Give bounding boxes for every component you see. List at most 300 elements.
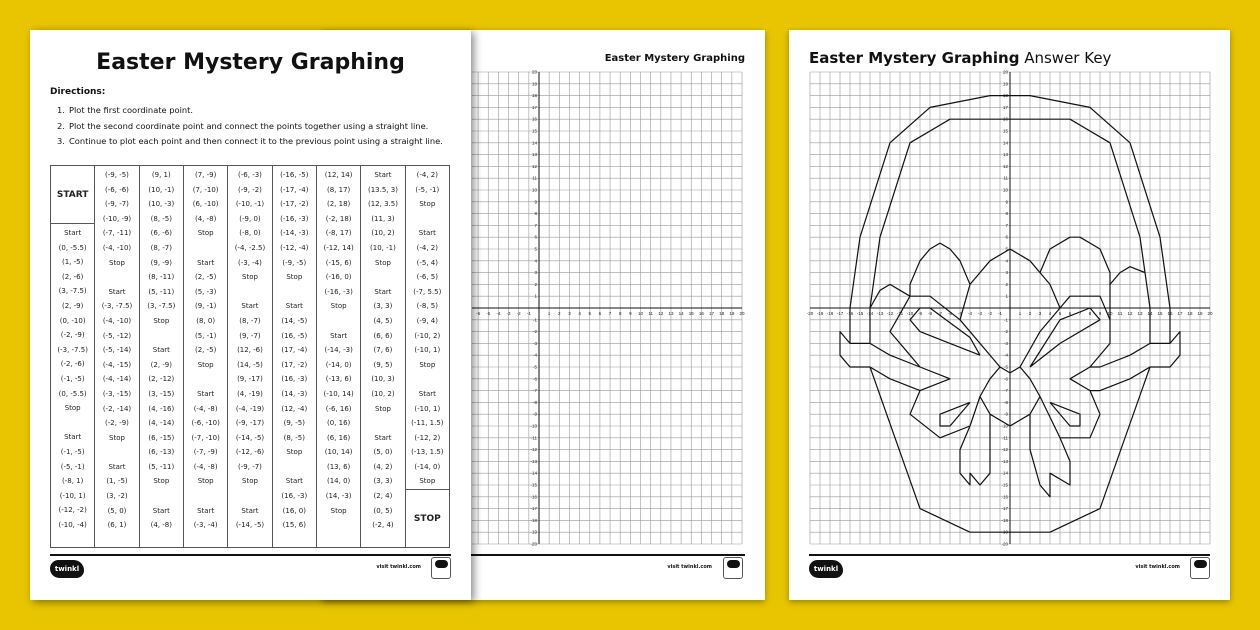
coordinate: (3, 3): [373, 477, 393, 486]
svg-text:-8: -8: [1003, 399, 1008, 405]
coordinate: (12, 14): [324, 171, 353, 179]
coordinate: (4, 5): [373, 316, 393, 325]
coordinate: (-7, -9): [193, 448, 218, 457]
coordinate: (-4, -10): [102, 316, 132, 325]
coordinate: (6, -15): [148, 433, 175, 442]
coord-column-8: [361, 166, 405, 548]
svg-text:-10: -10: [530, 423, 537, 429]
stop-marker: Stop: [197, 360, 214, 369]
coordinate: (10, 3): [371, 375, 395, 384]
coordinate: (-9, -17): [235, 419, 265, 428]
stop-footer: STOP: [405, 489, 450, 547]
answer-key-page: [789, 30, 1230, 600]
svg-text:4: 4: [578, 311, 581, 316]
svg-text:6: 6: [534, 234, 537, 240]
coordinate: (16, -3): [281, 375, 308, 384]
coordinate: (2, -6): [61, 272, 84, 281]
svg-text:-14: -14: [866, 311, 874, 316]
svg-text:-17: -17: [1001, 506, 1008, 512]
start-marker: Start: [108, 287, 126, 296]
svg-text:4: 4: [1005, 258, 1008, 264]
coordinate: (-10, 14): [323, 389, 354, 398]
start-marker: Start: [418, 229, 436, 238]
svg-text:12: 12: [1127, 311, 1133, 316]
coordinate: (14, -3): [325, 492, 352, 501]
coord-column-3: [139, 166, 183, 548]
svg-text:-3: -3: [506, 311, 511, 316]
svg-text:19: 19: [729, 311, 735, 316]
svg-text:-13: -13: [530, 458, 537, 464]
coordinate: (-4, 2): [416, 171, 438, 179]
coordinate: (3, -15): [148, 389, 175, 398]
svg-text:-19: -19: [1001, 529, 1008, 535]
start-header: START: [50, 166, 95, 224]
coordinate: (2, -9): [61, 301, 84, 310]
svg-text:-17: -17: [836, 311, 844, 316]
coordinate: (3, -7.5): [58, 287, 87, 296]
svg-text:18: 18: [1002, 93, 1008, 99]
svg-text:20: 20: [1002, 69, 1008, 75]
svg-text:7: 7: [1005, 222, 1008, 228]
coordinate: (1, -5): [106, 477, 128, 486]
coordinate: [51, 416, 94, 431]
coordinate: (6, -10): [192, 200, 219, 209]
coordinate: (-9, -7): [238, 462, 262, 471]
start-marker: Start: [108, 462, 126, 471]
coordinate: (7, -10): [192, 185, 219, 194]
coordinate: (-7, 5.5): [413, 287, 442, 296]
coordinate: (16, -3): [281, 492, 308, 501]
svg-text:-4: -4: [967, 311, 973, 316]
coordinate: (5, 0): [107, 506, 127, 515]
svg-text:-14: -14: [1001, 470, 1008, 476]
coordinate: (-10, -4): [58, 520, 87, 529]
coordinate: (0, 16): [326, 419, 351, 428]
coordinate: (4, -16): [148, 404, 175, 413]
coordinate: [228, 489, 271, 504]
svg-text:2: 2: [1028, 311, 1032, 316]
svg-text:20: 20: [531, 69, 537, 75]
svg-text:-6: -6: [947, 311, 953, 316]
coordinate: (10, -1): [370, 243, 396, 252]
stop-marker: Stop: [419, 200, 436, 209]
coordinate: (14, -5): [281, 316, 308, 325]
svg-text:-4: -4: [1003, 352, 1008, 358]
svg-text:-8: -8: [927, 311, 933, 316]
svg-text:9: 9: [629, 311, 632, 316]
coordinate: (-16, -3): [280, 214, 309, 223]
svg-text:-14: -14: [530, 470, 537, 476]
svg-text:-7: -7: [1003, 388, 1008, 394]
coordinate: (-10, 1): [414, 404, 441, 413]
svg-text:13: 13: [668, 311, 674, 316]
coordinate: (9, -7): [239, 331, 261, 340]
svg-text:-6: -6: [476, 311, 481, 316]
svg-text:-20: -20: [530, 541, 537, 547]
svg-text:13: 13: [1137, 311, 1143, 316]
svg-text:7: 7: [608, 311, 612, 316]
coordinate: (-4, -8): [193, 404, 218, 413]
svg-text:14: 14: [1002, 140, 1008, 146]
coordinate: [317, 314, 360, 329]
coordinate: (-2, -14): [102, 404, 132, 413]
coordinate: (-2, -9): [60, 331, 85, 340]
coordinate: (-6, -6): [105, 185, 129, 194]
coordinate: (-15, 6): [325, 258, 352, 267]
twinkl-logo[interactable]: twinkl: [50, 560, 84, 578]
svg-text:-11: -11: [1001, 435, 1008, 441]
coordinate: (2, -9): [150, 360, 172, 369]
svg-text:-19: -19: [530, 529, 537, 535]
svg-text:9: 9: [534, 199, 537, 205]
svg-text:-12: -12: [1001, 447, 1008, 453]
start-marker: Start: [285, 477, 303, 486]
coordinate: (10, 2): [371, 389, 395, 398]
coordinate: (2, -12): [148, 375, 175, 384]
coordinate: (13.5, 3): [367, 185, 398, 194]
coordinate: [361, 270, 404, 285]
svg-text:11: 11: [532, 175, 537, 181]
svg-text:-3: -3: [532, 340, 537, 346]
coordinate: [361, 416, 404, 431]
coordinate: (6, -6): [150, 229, 172, 238]
coord-column-2: [95, 166, 139, 548]
svg-text:1: 1: [547, 311, 551, 316]
svg-text:3: 3: [534, 270, 537, 276]
coordinate: [228, 285, 271, 300]
svg-text:9: 9: [1005, 199, 1008, 205]
coordinate: (-7, -11): [102, 229, 132, 238]
coordinate: (-4, -14): [102, 375, 132, 384]
coordinate: (-3, -7.5): [101, 302, 133, 311]
svg-text:7: 7: [1078, 311, 1082, 316]
stop-marker: Stop: [153, 316, 170, 325]
svg-text:12: 12: [658, 311, 664, 316]
coordinate: (-2, 18): [325, 214, 352, 223]
svg-text:15: 15: [531, 128, 537, 134]
svg-text:1: 1: [1005, 293, 1008, 299]
start-marker: Start: [197, 506, 215, 515]
svg-text:-5: -5: [1003, 364, 1008, 370]
coordinate: (5, 0): [373, 448, 393, 457]
svg-text:8: 8: [618, 311, 622, 316]
svg-text:5: 5: [534, 246, 537, 252]
coordinate: (12, -6): [237, 346, 263, 355]
coordinate: (9, -17): [237, 375, 263, 384]
visit-link[interactable]: visit twinkl.com: [1135, 564, 1180, 570]
coordinate: [273, 285, 316, 300]
start-marker: Start: [330, 331, 348, 340]
svg-text:-9: -9: [1003, 411, 1008, 417]
svg-text:1: 1: [1018, 311, 1022, 316]
start-marker: Start: [197, 258, 215, 267]
svg-text:-17: -17: [530, 506, 537, 512]
coordinate: (-17, -4): [280, 185, 309, 194]
coordinate: (-7, -10): [191, 433, 220, 442]
svg-text:14: 14: [678, 311, 684, 316]
svg-text:10: 10: [1002, 187, 1008, 193]
coordinate: [95, 270, 138, 285]
coordinate: (-14, 0): [325, 360, 352, 369]
coordinate: (9, 1): [151, 171, 171, 179]
coordinate: (3, -2): [106, 492, 128, 501]
stop-marker: Stop: [197, 477, 214, 486]
svg-text:3: 3: [1038, 311, 1042, 316]
svg-text:-9: -9: [917, 311, 923, 316]
coordinate: (8, 17): [326, 185, 351, 194]
svg-text:-6: -6: [532, 376, 537, 382]
coordinate: (-14, -5): [235, 433, 265, 442]
svg-text:19: 19: [531, 81, 537, 87]
svg-text:-2: -2: [987, 311, 993, 316]
svg-text:1: 1: [534, 293, 537, 299]
coordinate: (0, -10): [59, 316, 86, 325]
page-title: Easter Mystery Graphing: [96, 50, 405, 75]
svg-text:9: 9: [1098, 311, 1102, 316]
svg-text:16: 16: [698, 311, 704, 316]
start-marker: Start: [197, 389, 215, 398]
coordinate: (0, -5.5): [58, 243, 87, 252]
coordinate: (-12, 14): [323, 243, 354, 252]
coordinate: (-10, -9): [102, 214, 132, 223]
coordinate: (4, -8): [150, 521, 172, 530]
svg-text:18: 18: [531, 93, 537, 99]
svg-text:11: 11: [1003, 175, 1008, 181]
svg-text:-1: -1: [526, 311, 531, 316]
start-marker: Start: [374, 433, 392, 442]
coordinate: (8, -7): [239, 316, 261, 325]
svg-text:16: 16: [531, 116, 537, 122]
svg-text:-5: -5: [486, 311, 491, 316]
svg-text:-4: -4: [532, 352, 537, 358]
coordinate: (8, -11): [148, 273, 175, 282]
coordinate: (14, -5): [237, 360, 263, 369]
svg-text:15: 15: [688, 311, 694, 316]
coord-column-5: [228, 166, 272, 548]
svg-text:7: 7: [534, 222, 537, 228]
coordinate: (-14, -3): [280, 229, 309, 238]
svg-text:-7: -7: [532, 388, 537, 394]
stop-marker: Stop: [419, 477, 436, 486]
stop-marker: Stop: [375, 258, 391, 267]
coordinate: (-9, 4): [416, 316, 438, 325]
svg-text:-3: -3: [1003, 340, 1008, 346]
svg-text:-16: -16: [846, 311, 854, 316]
coord-column-4: [183, 166, 227, 548]
svg-text:10: 10: [637, 311, 644, 316]
svg-text:-6: -6: [1003, 376, 1008, 382]
coordinate: (-13, 6): [325, 375, 352, 384]
svg-text:12: 12: [1002, 163, 1008, 169]
coordinate: (-6, -3): [238, 171, 262, 179]
coordinate: (4, -19): [237, 389, 263, 398]
coordinate: (-10, 1): [414, 346, 441, 355]
svg-text:15: 15: [1002, 128, 1008, 134]
svg-text:2: 2: [1005, 281, 1008, 287]
svg-text:-12: -12: [530, 447, 537, 453]
svg-text:6: 6: [1005, 234, 1008, 240]
coordinate: (-2, -9): [105, 419, 129, 428]
svg-text:14: 14: [1147, 311, 1153, 316]
svg-text:8: 8: [1088, 311, 1092, 316]
graph-page-title: Easter Mystery Graphing: [604, 53, 745, 64]
svg-text:16: 16: [1002, 116, 1008, 122]
start-marker: Start: [374, 171, 392, 179]
svg-text:10: 10: [1107, 311, 1113, 316]
coordinate: (-5, -12): [102, 331, 132, 340]
svg-text:19: 19: [1197, 311, 1203, 316]
svg-text:-10: -10: [1001, 423, 1008, 429]
start-marker: Start: [418, 389, 436, 398]
coordinate: (8, -5): [150, 214, 172, 223]
coordinate: (8, 0): [196, 316, 216, 325]
coordinate: (17, -2): [281, 360, 308, 369]
direction-item: 2. Plot the second coordinate point and connect the points together using a straight line.: [57, 120, 429, 131]
coordinate: (4, 2): [373, 462, 393, 471]
answer-key-title: Easter Mystery Graphing Answer Key: [809, 49, 1112, 67]
coordinate: (-4, -10): [102, 243, 132, 252]
svg-text:-18: -18: [826, 311, 834, 316]
coordinate: (10, 14): [324, 448, 353, 457]
coordinate: (-16, 0): [325, 273, 352, 282]
svg-text:20: 20: [739, 311, 745, 316]
coord-column-6: [272, 166, 316, 548]
svg-text:2: 2: [558, 311, 561, 316]
coordinate: (2, 4): [373, 492, 393, 501]
coordinate: [140, 489, 183, 504]
coordinate: (-12, -6): [235, 448, 265, 457]
svg-text:5: 5: [1005, 246, 1008, 252]
footer-divider: [50, 554, 451, 556]
stop-marker: Stop: [286, 448, 303, 457]
coordinate: (-8, 17): [325, 229, 352, 238]
svg-text:-2: -2: [1003, 329, 1008, 335]
coordinate: (-9, -5): [282, 258, 307, 267]
coordinate: (-3, -4): [193, 521, 218, 530]
coordinate: (-9, -7): [105, 200, 129, 209]
directions-label: Directions:: [50, 87, 106, 97]
coordinate: (7, -9): [194, 171, 217, 179]
svg-text:15: 15: [1157, 311, 1163, 316]
svg-text:-13: -13: [1001, 458, 1008, 464]
svg-text:-4: -4: [496, 311, 501, 316]
coordinate: (-12, -2): [58, 506, 87, 515]
svg-text:-5: -5: [957, 311, 963, 316]
coordinate: [406, 212, 449, 227]
visit-link[interactable]: visit twinkl.com: [376, 564, 421, 570]
coordinate: (2, 18): [326, 200, 351, 209]
svg-text:17: 17: [1002, 104, 1008, 110]
coordinate: (-10, -1): [235, 200, 265, 209]
coordinate: (-14, -3): [324, 346, 353, 355]
svg-text:8: 8: [534, 211, 537, 217]
coordinate: (0, 5): [373, 506, 393, 515]
stop-marker: Stop: [242, 273, 258, 282]
coordinate: (-14, 0): [414, 462, 441, 471]
coordinate: (9, 5): [373, 360, 393, 369]
svg-text:4: 4: [1048, 311, 1052, 316]
svg-text:13: 13: [1002, 152, 1008, 158]
coordinate: (-12, -4): [280, 243, 309, 252]
svg-text:-9: -9: [532, 411, 537, 417]
stop-marker: Stop: [109, 258, 125, 267]
coordinate: (-10, 2): [414, 331, 441, 340]
stop-marker: Stop: [109, 433, 125, 442]
footer-divider: [809, 554, 1210, 556]
svg-text:5: 5: [1058, 311, 1062, 316]
svg-text:-13: -13: [876, 311, 884, 316]
svg-text:-16: -16: [530, 494, 537, 500]
coordinate: (-16, -3): [324, 287, 353, 296]
svg-text:12: 12: [531, 163, 537, 169]
svg-text:6: 6: [1068, 311, 1072, 316]
coordinate: (9, -1): [194, 302, 217, 311]
coordinate: (5, -3): [194, 287, 217, 296]
start-marker: Start: [374, 287, 392, 296]
coordinate: (12, -4): [281, 404, 308, 413]
coordinate: (7, 6): [373, 346, 393, 355]
coordinate: (-8, 1): [61, 477, 84, 486]
start-marker: Start: [152, 506, 170, 515]
svg-text:-11: -11: [896, 311, 904, 316]
svg-text:17: 17: [709, 311, 715, 316]
svg-text:-5: -5: [532, 364, 537, 370]
coordinate: (3, 3): [373, 302, 393, 311]
coordinate: (-4, -19): [235, 404, 265, 413]
start-marker: Start: [64, 229, 82, 237]
coordinate: (6, 16): [326, 433, 351, 442]
coordinate: (6, 1): [107, 521, 127, 530]
coordinate: (-8, 0): [239, 229, 261, 238]
coordinate: (-10, 1): [59, 491, 86, 500]
stop-marker: Stop: [64, 404, 81, 413]
svg-text:16: 16: [1167, 311, 1173, 316]
coordinate: (-6, 16): [325, 404, 352, 413]
coordinate: (17, -4): [281, 346, 308, 355]
twinkl-logo[interactable]: twinkl: [809, 560, 843, 578]
coordinate: [406, 372, 449, 387]
quality-badge-icon: [723, 557, 743, 579]
svg-text:6: 6: [598, 311, 602, 316]
start-marker: Start: [64, 433, 82, 442]
visit-link[interactable]: visit twinkl.com: [667, 564, 712, 570]
coordinate: (-3, -4): [238, 258, 262, 267]
coordinate: (-2, 4): [372, 521, 394, 530]
stop-marker: Stop: [197, 229, 214, 238]
coordinate: (14, 0): [326, 477, 351, 486]
coordinate: (-4, -8): [193, 462, 218, 471]
coordinate: (8, -5): [283, 433, 305, 442]
coordinate: (10, 2): [371, 229, 395, 238]
svg-text:3: 3: [568, 311, 571, 316]
stop-marker: Stop: [330, 506, 347, 515]
quality-badge-icon: [1190, 557, 1210, 579]
svg-text:-12: -12: [886, 311, 894, 316]
svg-text:-18: -18: [530, 517, 537, 523]
coordinate: (2, -5): [194, 273, 217, 282]
coordinate: (4, -14): [148, 419, 175, 428]
coordinate: (2, -5): [194, 346, 217, 355]
coordinate: (-4, -2.5): [234, 243, 266, 252]
coordinate: (-4, 2): [416, 243, 438, 252]
svg-text:20: 20: [1207, 311, 1213, 316]
stop-marker: Stop: [375, 404, 391, 413]
coordinate: (-1, -5): [60, 374, 85, 383]
direction-item: 3. Continue to plot each point and then connect it to the previous point using a straight line.: [57, 136, 443, 146]
direction-item: 1. Plot the first coordinate point.: [57, 105, 194, 115]
coordinate: (-1, -5): [60, 447, 85, 456]
coordinate: (-9, 0): [239, 214, 261, 223]
